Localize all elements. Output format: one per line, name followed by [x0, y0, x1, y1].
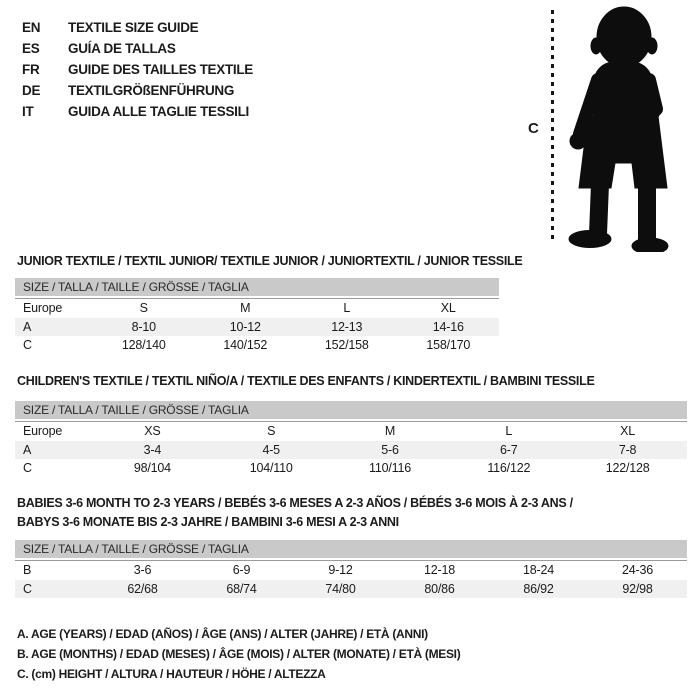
table-title-line: BABYS 3-6 MONATE BIS 2-3 JAHRE / BAMBINI 3-6 MESI A 2-3 ANNI: [17, 515, 399, 529]
table-title: [15, 494, 687, 532]
size-value: 122/128: [605, 461, 650, 475]
table-size-header: SIZE / TALLA / TAILLE / GRÖSSE / TAGLIA: [15, 278, 499, 296]
size-value: 6-9: [232, 563, 251, 577]
size-value: S: [139, 301, 148, 315]
table-row: [15, 441, 687, 460]
size-value: L: [505, 424, 513, 438]
table-size-header: SIZE / TALLA / TAILLE / GRÖSSE / TAGLIA: [15, 540, 687, 558]
size-value: M: [240, 301, 251, 315]
junior-textile-section: [15, 254, 523, 355]
table-row: [15, 459, 687, 478]
table-row: [15, 422, 687, 441]
toddler-silhouette-icon: [562, 6, 698, 252]
size-value: 14-16: [432, 319, 464, 334]
row-label: Europe: [23, 424, 63, 438]
size-value: 3-6: [133, 563, 152, 577]
size-value: 12-13: [331, 319, 363, 334]
size-value: 62/68: [127, 581, 158, 596]
table-title-line: BABIES 3-6 MONTH TO 2-3 YEARS / BEBÉS 3-6 MESES A 2-3 AÑOS / BÉBÉS 3-6 MOIS À 2-3 ANS /: [17, 496, 573, 510]
footnote-line: C. (cm) HEIGHT / ALTURA / HAUTEUR / HÖHE / ALTEZZA: [17, 667, 326, 681]
table-row: [15, 299, 499, 318]
height-measure-label: C: [528, 120, 539, 137]
language-row: [22, 101, 253, 122]
size-value: 10-12: [229, 319, 261, 334]
size-value: XL: [620, 424, 636, 438]
footnote-line: B. AGE (MONTHS) / EDAD (MESES) / ÂGE (MOIS) / ALTER (MONATE) / ETÀ (MESI): [17, 647, 461, 661]
babies-textile-section: [15, 494, 687, 598]
table-rows: [15, 421, 687, 478]
size-value: 104/110: [249, 461, 293, 475]
language-code: ES: [22, 41, 40, 56]
size-value: 86/92: [523, 581, 554, 596]
language-code: IT: [22, 104, 34, 119]
row-label: A: [23, 442, 32, 457]
childrens-textile-section: [15, 374, 687, 478]
footnote-line: A. AGE (YEARS) / EDAD (AÑOS) / ÂGE (ANS) / ALTER (JAHRE) / ETÀ (ANNI): [17, 627, 428, 641]
language-label: GUIDA ALLE TAGLIE TESSILI: [68, 104, 249, 119]
table-title-line: CHILDREN'S TEXTILE / TEXTIL NIÑO/A / TEXTILE DES ENFANTS / KINDERTEXTIL / BAMBINI TESSILE: [17, 374, 595, 388]
row-label: C: [23, 461, 32, 475]
table-title-line: JUNIOR TEXTILE / TEXTIL JUNIOR/ TEXTILE JUNIOR / JUNIORTEXTIL / JUNIOR TESSILE: [17, 254, 523, 268]
height-measure-line: [551, 10, 554, 244]
size-value: 12-18: [424, 563, 455, 577]
size-value: 74/80: [325, 581, 356, 596]
row-label: Europe: [23, 301, 63, 315]
size-value: XL: [440, 301, 456, 315]
size-value: 24-36: [622, 563, 653, 577]
size-value: 92/98: [622, 581, 653, 596]
row-label: B: [23, 563, 32, 577]
size-value: 152/158: [324, 338, 369, 352]
language-row: [22, 80, 253, 101]
size-value: 128/140: [121, 338, 166, 352]
size-value: XS: [144, 424, 161, 438]
language-code: FR: [22, 62, 40, 77]
size-value: 18-24: [523, 563, 554, 577]
table-rows: [15, 560, 687, 598]
language-label: GUIDE DES TAILLES TEXTILE: [68, 62, 254, 77]
size-value: 80/86: [424, 581, 455, 596]
size-value: S: [267, 424, 276, 438]
size-value: 6-7: [500, 442, 518, 457]
table-title: [15, 374, 687, 388]
size-value: 158/170: [426, 338, 471, 352]
language-row: [22, 38, 253, 59]
size-value: 7-8: [618, 442, 637, 457]
language-label: TEXTILE SIZE GUIDE: [68, 20, 199, 35]
language-label: TEXTILGRÖßENFÜHRUNG: [68, 83, 235, 98]
table-row: [15, 336, 499, 355]
size-value: 9-12: [328, 563, 353, 577]
table-rows: [15, 298, 499, 355]
size-value: 116/122: [487, 461, 531, 475]
language-list: [22, 17, 253, 122]
language-row: [22, 17, 253, 38]
size-value: L: [343, 301, 351, 315]
table-row: [15, 318, 499, 337]
row-label: A: [23, 319, 32, 334]
language-row: [22, 59, 253, 80]
table-row: [15, 580, 687, 599]
size-value: 5-6: [381, 442, 399, 457]
size-value: 68/74: [226, 581, 257, 596]
language-code: EN: [22, 20, 41, 35]
size-value: 3-4: [143, 442, 162, 457]
size-value: 8-10: [131, 319, 156, 334]
footnotes: [17, 624, 460, 684]
row-label: C: [23, 338, 32, 352]
table-size-header: SIZE / TALLA / TAILLE / GRÖSSE / TAGLIA: [15, 401, 687, 419]
table-row: [15, 561, 687, 580]
size-value: 140/152: [223, 338, 268, 352]
language-label: GUÍA DE TALLAS: [68, 41, 176, 56]
language-code: DE: [22, 83, 41, 98]
table-title: [15, 254, 523, 268]
size-value: 110/116: [369, 461, 411, 475]
size-value: 4-5: [262, 442, 280, 457]
row-label: C: [23, 581, 32, 596]
size-value: 98/104: [133, 461, 171, 475]
size-value: M: [384, 424, 396, 438]
